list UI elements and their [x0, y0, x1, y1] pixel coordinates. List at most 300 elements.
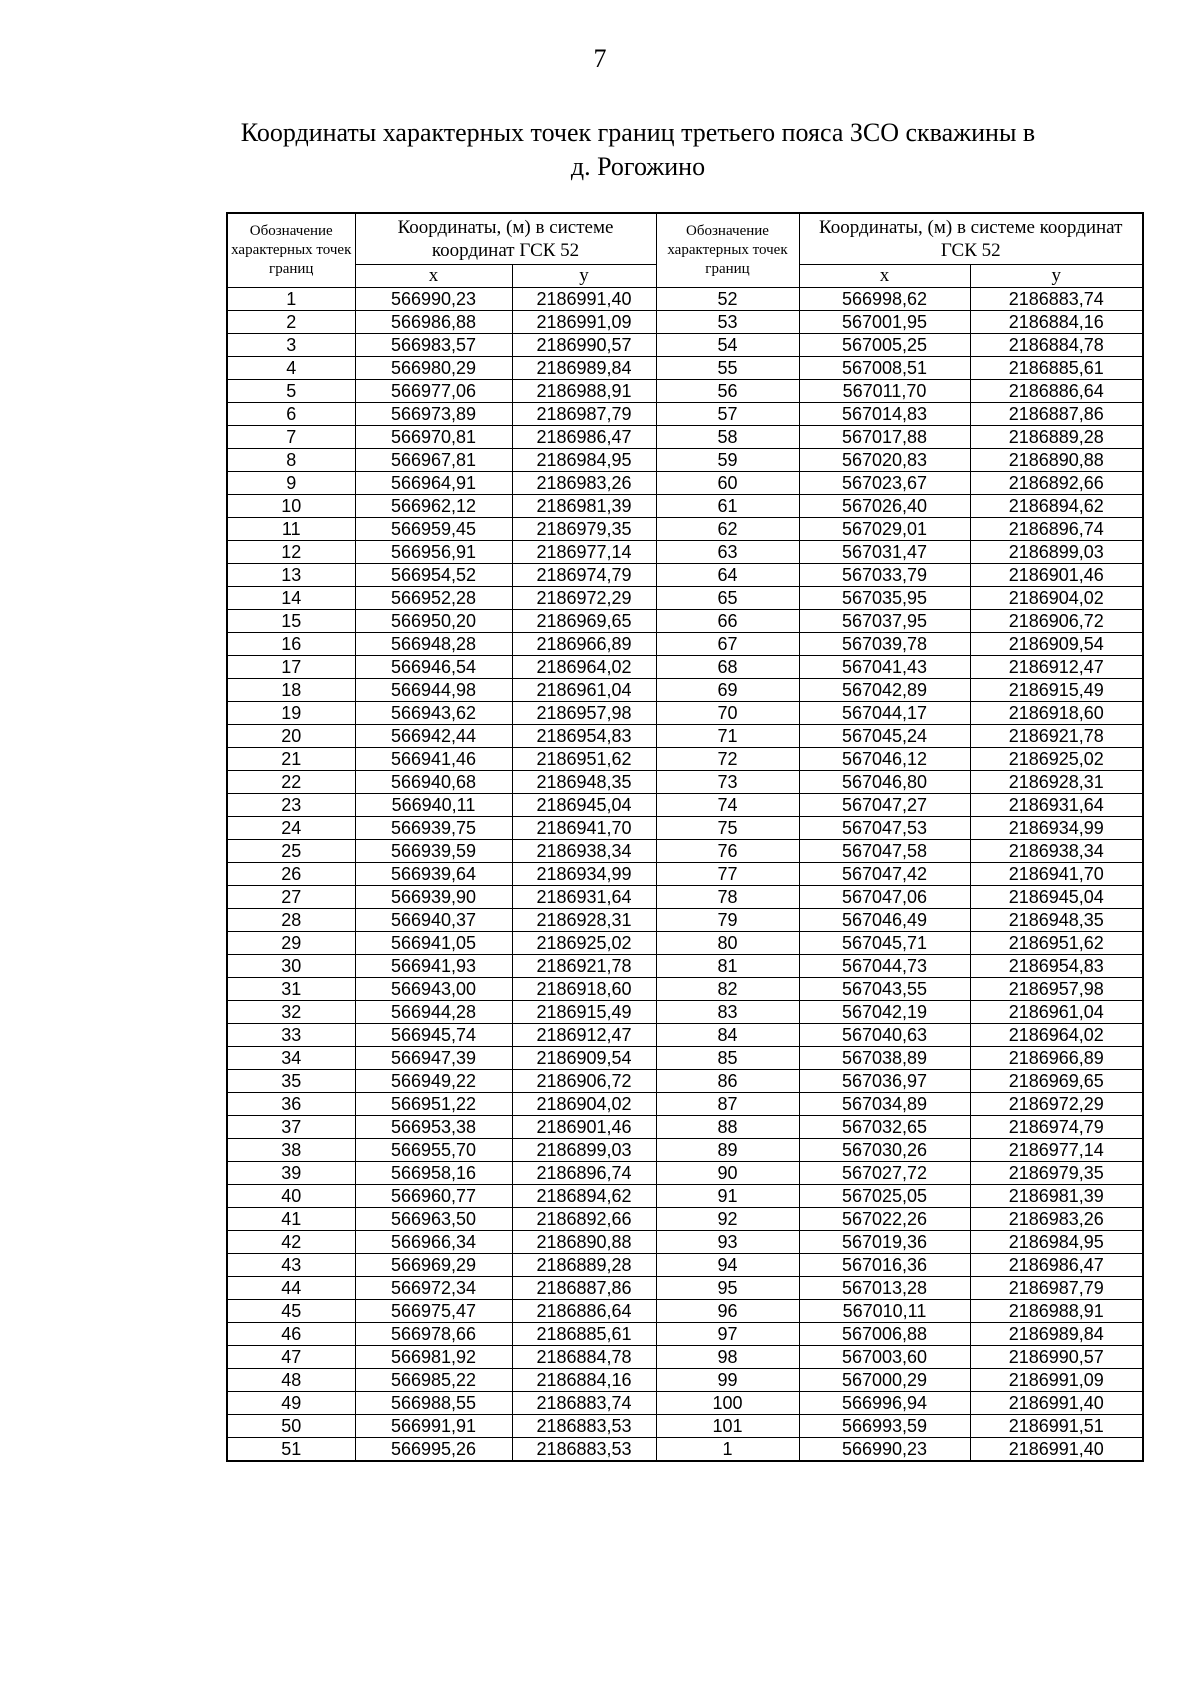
cell-x-right: 567026,40 — [799, 495, 970, 518]
cell-x-right: 566996,94 — [799, 1392, 970, 1415]
cell-point-right: 81 — [656, 955, 799, 978]
cell-y-right: 2186909,54 — [970, 633, 1143, 656]
cell-y-left: 2186945,04 — [512, 794, 656, 817]
cell-x-left: 566939,64 — [355, 863, 512, 886]
table-row — [227, 702, 1143, 725]
cell-x-left: 566995,26 — [355, 1438, 512, 1462]
cell-x-left: 566941,05 — [355, 932, 512, 955]
cell-x-left: 566951,22 — [355, 1093, 512, 1116]
cell-point-right: 53 — [656, 311, 799, 334]
cell-point-right: 68 — [656, 656, 799, 679]
cell-x-left: 566977,06 — [355, 380, 512, 403]
cell-point-left: 44 — [227, 1277, 355, 1300]
cell-y-right: 2186957,98 — [970, 978, 1143, 1001]
cell-point-left: 8 — [227, 449, 355, 472]
cell-y-right: 2186969,65 — [970, 1070, 1143, 1093]
table-row — [227, 1185, 1143, 1208]
cell-y-right: 2186883,74 — [970, 288, 1143, 311]
title-line-1: Координаты характерных точек границ третьего пояса ЗСО скважины в — [240, 118, 1036, 147]
cell-y-right: 2186885,61 — [970, 357, 1143, 380]
cell-y-right: 2186983,26 — [970, 1208, 1143, 1231]
cell-y-left: 2186918,60 — [512, 978, 656, 1001]
cell-point-left: 43 — [227, 1254, 355, 1277]
cell-y-right: 2186904,02 — [970, 587, 1143, 610]
table-row — [227, 633, 1143, 656]
cell-y-left: 2186991,40 — [512, 288, 656, 311]
cell-point-right: 83 — [656, 1001, 799, 1024]
cell-x-right: 567001,95 — [799, 311, 970, 334]
cell-x-left: 566944,28 — [355, 1001, 512, 1024]
table-row — [227, 886, 1143, 909]
cell-y-right: 2186928,31 — [970, 771, 1143, 794]
cell-y-right: 2186991,40 — [970, 1392, 1143, 1415]
cell-x-right: 566998,62 — [799, 288, 970, 311]
cell-y-right: 2186961,04 — [970, 1001, 1143, 1024]
cell-point-left: 26 — [227, 863, 355, 886]
cell-y-right: 2186934,99 — [970, 817, 1143, 840]
cell-point-left: 42 — [227, 1231, 355, 1254]
table-row — [227, 334, 1143, 357]
cell-y-right: 2186987,79 — [970, 1277, 1143, 1300]
cell-point-right: 54 — [656, 334, 799, 357]
cell-point-left: 45 — [227, 1300, 355, 1323]
table-row — [227, 679, 1143, 702]
cell-y-right: 2186991,40 — [970, 1438, 1143, 1462]
table-row — [227, 1323, 1143, 1346]
cell-x-left: 566958,16 — [355, 1162, 512, 1185]
cell-y-right: 2186906,72 — [970, 610, 1143, 633]
table-row — [227, 380, 1143, 403]
cell-y-left: 2186974,79 — [512, 564, 656, 587]
cell-y-left: 2186912,47 — [512, 1024, 656, 1047]
cell-point-left: 37 — [227, 1116, 355, 1139]
cell-y-left: 2186909,54 — [512, 1047, 656, 1070]
cell-x-left: 566940,37 — [355, 909, 512, 932]
cell-x-right: 567023,67 — [799, 472, 970, 495]
cell-x-left: 566980,29 — [355, 357, 512, 380]
cell-y-right: 2186986,47 — [970, 1254, 1143, 1277]
cell-y-right: 2186951,62 — [970, 932, 1143, 955]
cell-y-left: 2186896,74 — [512, 1162, 656, 1185]
table-row — [227, 288, 1143, 311]
cell-y-right: 2186954,83 — [970, 955, 1143, 978]
table-row — [227, 1070, 1143, 1093]
cell-point-right: 56 — [656, 380, 799, 403]
cell-y-right: 2186941,70 — [970, 863, 1143, 886]
table-row — [227, 495, 1143, 518]
cell-point-right: 97 — [656, 1323, 799, 1346]
table-row — [227, 1116, 1143, 1139]
y-header-right: y — [970, 265, 1143, 288]
table-row — [227, 840, 1143, 863]
cell-y-left: 2186954,83 — [512, 725, 656, 748]
cell-y-left: 2186969,65 — [512, 610, 656, 633]
cell-point-right: 75 — [656, 817, 799, 840]
cell-y-right: 2186918,60 — [970, 702, 1143, 725]
cell-y-left: 2186989,84 — [512, 357, 656, 380]
cell-x-right: 566993,59 — [799, 1415, 970, 1438]
cell-x-right: 567005,25 — [799, 334, 970, 357]
cell-y-right: 2186972,29 — [970, 1093, 1143, 1116]
cell-x-left: 566945,74 — [355, 1024, 512, 1047]
cell-x-right: 567039,78 — [799, 633, 970, 656]
cell-y-right: 2186931,64 — [970, 794, 1143, 817]
cell-y-right: 2186984,95 — [970, 1231, 1143, 1254]
cell-x-left: 566947,39 — [355, 1047, 512, 1070]
cell-y-right: 2186966,89 — [970, 1047, 1143, 1070]
table-row — [227, 472, 1143, 495]
table-row — [227, 1392, 1143, 1415]
cell-x-right: 567047,58 — [799, 840, 970, 863]
cell-point-left: 48 — [227, 1369, 355, 1392]
cell-point-right: 79 — [656, 909, 799, 932]
cell-point-left: 24 — [227, 817, 355, 840]
designation-header-right: Обозначение характерных точек границ — [656, 213, 799, 288]
cell-point-left: 12 — [227, 541, 355, 564]
table-row — [227, 748, 1143, 771]
cell-x-right: 567044,73 — [799, 955, 970, 978]
cell-point-left: 18 — [227, 679, 355, 702]
cell-point-left: 20 — [227, 725, 355, 748]
cell-x-left: 566966,34 — [355, 1231, 512, 1254]
cell-x-right: 567045,24 — [799, 725, 970, 748]
table-row — [227, 1162, 1143, 1185]
cell-point-left: 16 — [227, 633, 355, 656]
cell-point-left: 15 — [227, 610, 355, 633]
cell-x-left: 566950,20 — [355, 610, 512, 633]
cell-x-right: 567033,79 — [799, 564, 970, 587]
cell-y-right: 2186921,78 — [970, 725, 1143, 748]
cell-y-left: 2186984,95 — [512, 449, 656, 472]
cell-y-right: 2186991,09 — [970, 1369, 1143, 1392]
cell-y-right: 2186938,34 — [970, 840, 1143, 863]
cell-point-left: 6 — [227, 403, 355, 426]
cell-y-right: 2186925,02 — [970, 748, 1143, 771]
cell-x-left: 566985,22 — [355, 1369, 512, 1392]
table-row — [227, 932, 1143, 955]
table-row — [227, 725, 1143, 748]
table-row — [227, 1254, 1143, 1277]
cell-x-right: 566990,23 — [799, 1438, 970, 1462]
cell-y-right: 2186989,84 — [970, 1323, 1143, 1346]
cell-x-right: 567017,88 — [799, 426, 970, 449]
cell-y-left: 2186899,03 — [512, 1139, 656, 1162]
cell-x-left: 566941,93 — [355, 955, 512, 978]
cell-x-left: 566970,81 — [355, 426, 512, 449]
cell-point-right: 88 — [656, 1116, 799, 1139]
cell-point-left: 51 — [227, 1438, 355, 1462]
cell-x-left: 566942,44 — [355, 725, 512, 748]
cell-x-right: 567013,28 — [799, 1277, 970, 1300]
cell-y-left: 2186941,70 — [512, 817, 656, 840]
cell-x-left: 566949,22 — [355, 1070, 512, 1093]
cell-y-right: 2186884,16 — [970, 311, 1143, 334]
cell-x-right: 567040,63 — [799, 1024, 970, 1047]
cell-x-right: 567035,95 — [799, 587, 970, 610]
cell-x-left: 566983,57 — [355, 334, 512, 357]
cell-point-left: 22 — [227, 771, 355, 794]
cell-point-right: 74 — [656, 794, 799, 817]
cell-y-left: 2186948,35 — [512, 771, 656, 794]
cell-x-left: 566988,55 — [355, 1392, 512, 1415]
table-row — [227, 656, 1143, 679]
table-row — [227, 1093, 1143, 1116]
cell-x-left: 566973,89 — [355, 403, 512, 426]
cell-y-left: 2186951,62 — [512, 748, 656, 771]
cell-x-right: 567041,43 — [799, 656, 970, 679]
cell-y-right: 2186894,62 — [970, 495, 1143, 518]
cell-y-left: 2186883,53 — [512, 1438, 656, 1462]
cell-point-left: 5 — [227, 380, 355, 403]
cell-y-right: 2186901,46 — [970, 564, 1143, 587]
cell-y-left: 2186977,14 — [512, 541, 656, 564]
table-header-row — [227, 213, 1143, 265]
cell-point-right: 95 — [656, 1277, 799, 1300]
table-row — [227, 1231, 1143, 1254]
cell-point-left: 50 — [227, 1415, 355, 1438]
cell-y-left: 2186938,34 — [512, 840, 656, 863]
table-row — [227, 1277, 1143, 1300]
cell-x-right: 567027,72 — [799, 1162, 970, 1185]
table-row — [227, 794, 1143, 817]
cell-x-right: 567037,95 — [799, 610, 970, 633]
cell-point-right: 65 — [656, 587, 799, 610]
cell-y-left: 2186981,39 — [512, 495, 656, 518]
cell-y-left: 2186972,29 — [512, 587, 656, 610]
table-row — [227, 1001, 1143, 1024]
table-row — [227, 610, 1143, 633]
cell-x-right: 567042,89 — [799, 679, 970, 702]
table-row — [227, 771, 1143, 794]
cell-point-right: 64 — [656, 564, 799, 587]
cell-x-right: 567022,26 — [799, 1208, 970, 1231]
cell-y-left: 2186915,49 — [512, 1001, 656, 1024]
cell-point-left: 46 — [227, 1323, 355, 1346]
cell-point-left: 31 — [227, 978, 355, 1001]
cell-point-right: 1 — [656, 1438, 799, 1462]
table-row — [227, 564, 1143, 587]
cell-point-right: 87 — [656, 1093, 799, 1116]
cell-x-left: 566953,38 — [355, 1116, 512, 1139]
cell-y-right: 2186912,47 — [970, 656, 1143, 679]
cell-x-right: 567045,71 — [799, 932, 970, 955]
cell-x-right: 567036,97 — [799, 1070, 970, 1093]
table-row — [227, 1415, 1143, 1438]
designation-header-left: Обозначение характерных точек границ — [227, 213, 355, 288]
cell-x-left: 566991,91 — [355, 1415, 512, 1438]
y-header-left: y — [512, 265, 656, 288]
cell-point-right: 66 — [656, 610, 799, 633]
cell-x-left: 566962,12 — [355, 495, 512, 518]
cell-point-right: 70 — [656, 702, 799, 725]
cell-y-left: 2186979,35 — [512, 518, 656, 541]
cell-point-left: 39 — [227, 1162, 355, 1185]
cell-y-left: 2186921,78 — [512, 955, 656, 978]
cell-point-right: 76 — [656, 840, 799, 863]
cell-y-left: 2186885,61 — [512, 1323, 656, 1346]
cell-x-left: 566948,28 — [355, 633, 512, 656]
cell-x-right: 567016,36 — [799, 1254, 970, 1277]
cell-x-left: 566941,46 — [355, 748, 512, 771]
cell-y-right: 2186890,88 — [970, 449, 1143, 472]
cell-point-right: 63 — [656, 541, 799, 564]
cell-y-left: 2186931,64 — [512, 886, 656, 909]
cell-point-right: 59 — [656, 449, 799, 472]
cell-point-left: 36 — [227, 1093, 355, 1116]
cell-point-left: 28 — [227, 909, 355, 932]
cell-y-right: 2186896,74 — [970, 518, 1143, 541]
cell-y-right: 2186979,35 — [970, 1162, 1143, 1185]
table-row — [227, 817, 1143, 840]
cell-point-left: 2 — [227, 311, 355, 334]
cell-x-right: 567006,88 — [799, 1323, 970, 1346]
cell-x-left: 566939,59 — [355, 840, 512, 863]
cell-y-left: 2186961,04 — [512, 679, 656, 702]
cell-point-left: 41 — [227, 1208, 355, 1231]
cell-x-left: 566990,23 — [355, 288, 512, 311]
table-row — [227, 587, 1143, 610]
cell-point-left: 32 — [227, 1001, 355, 1024]
cell-x-left: 566944,98 — [355, 679, 512, 702]
cell-x-right: 567020,83 — [799, 449, 970, 472]
cell-x-left: 566959,45 — [355, 518, 512, 541]
table-row — [227, 1438, 1143, 1462]
cell-point-left: 38 — [227, 1139, 355, 1162]
cell-point-right: 99 — [656, 1369, 799, 1392]
cell-y-right: 2186974,79 — [970, 1116, 1143, 1139]
cell-x-right: 567014,83 — [799, 403, 970, 426]
cell-y-right: 2186977,14 — [970, 1139, 1143, 1162]
cell-y-left: 2186988,91 — [512, 380, 656, 403]
cell-x-right: 567030,26 — [799, 1139, 970, 1162]
table-row — [227, 1300, 1143, 1323]
cell-x-left: 566943,00 — [355, 978, 512, 1001]
cell-y-right: 2186988,91 — [970, 1300, 1143, 1323]
cell-point-left: 3 — [227, 334, 355, 357]
cell-x-right: 567044,17 — [799, 702, 970, 725]
cell-point-right: 52 — [656, 288, 799, 311]
cell-y-left: 2186886,64 — [512, 1300, 656, 1323]
cell-point-left: 25 — [227, 840, 355, 863]
cell-point-left: 7 — [227, 426, 355, 449]
table-row — [227, 311, 1143, 334]
x-header-right: x — [799, 265, 970, 288]
cell-point-left: 47 — [227, 1346, 355, 1369]
cell-y-left: 2186890,88 — [512, 1231, 656, 1254]
coordinates-header-right: Координаты, (м) в системе координат ГСК 52 — [799, 213, 1143, 265]
cell-point-right: 55 — [656, 357, 799, 380]
cell-y-left: 2186904,02 — [512, 1093, 656, 1116]
cell-x-left: 566956,91 — [355, 541, 512, 564]
cell-y-left: 2186991,09 — [512, 311, 656, 334]
cell-point-left: 29 — [227, 932, 355, 955]
cell-point-right: 91 — [656, 1185, 799, 1208]
table-row — [227, 518, 1143, 541]
cell-y-left: 2186966,89 — [512, 633, 656, 656]
cell-point-left: 33 — [227, 1024, 355, 1047]
cell-point-left: 10 — [227, 495, 355, 518]
page-number: 7 — [593, 44, 607, 73]
cell-x-right: 567034,89 — [799, 1093, 970, 1116]
title-line-2: д. Рогожино — [570, 152, 706, 181]
cell-point-right: 96 — [656, 1300, 799, 1323]
cell-y-left: 2186892,66 — [512, 1208, 656, 1231]
cell-point-left: 11 — [227, 518, 355, 541]
table-row — [227, 909, 1143, 932]
cell-y-left: 2186889,28 — [512, 1254, 656, 1277]
cell-y-right: 2186886,64 — [970, 380, 1143, 403]
cell-y-left: 2186990,57 — [512, 334, 656, 357]
x-header-left: x — [355, 265, 512, 288]
cell-x-left: 566940,68 — [355, 771, 512, 794]
cell-x-right: 567025,05 — [799, 1185, 970, 1208]
table-row — [227, 1208, 1143, 1231]
cell-point-left: 35 — [227, 1070, 355, 1093]
cell-point-right: 94 — [656, 1254, 799, 1277]
cell-point-right: 100 — [656, 1392, 799, 1415]
table-row — [227, 978, 1143, 1001]
cell-y-left: 2186901,46 — [512, 1116, 656, 1139]
cell-point-right: 86 — [656, 1070, 799, 1093]
cell-point-right: 72 — [656, 748, 799, 771]
cell-x-left: 566943,62 — [355, 702, 512, 725]
cell-x-right: 567010,11 — [799, 1300, 970, 1323]
cell-point-right: 93 — [656, 1231, 799, 1254]
cell-x-left: 566960,77 — [355, 1185, 512, 1208]
cell-y-right: 2186991,51 — [970, 1415, 1143, 1438]
cell-y-right: 2186981,39 — [970, 1185, 1143, 1208]
cell-point-right: 60 — [656, 472, 799, 495]
cell-y-left: 2186887,86 — [512, 1277, 656, 1300]
cell-x-left: 566975,47 — [355, 1300, 512, 1323]
cell-point-left: 23 — [227, 794, 355, 817]
cell-y-right: 2186964,02 — [970, 1024, 1143, 1047]
cell-y-right: 2186889,28 — [970, 426, 1143, 449]
cell-x-left: 566964,91 — [355, 472, 512, 495]
cell-x-left: 566939,75 — [355, 817, 512, 840]
cell-x-right: 567046,12 — [799, 748, 970, 771]
cell-x-left: 566952,28 — [355, 587, 512, 610]
cell-x-left: 566969,29 — [355, 1254, 512, 1277]
table-row — [227, 426, 1143, 449]
cell-point-right: 98 — [656, 1346, 799, 1369]
cell-x-right: 567003,60 — [799, 1346, 970, 1369]
cell-point-left: 14 — [227, 587, 355, 610]
cell-y-right: 2186915,49 — [970, 679, 1143, 702]
cell-point-right: 69 — [656, 679, 799, 702]
cell-y-left: 2186987,79 — [512, 403, 656, 426]
cell-point-right: 92 — [656, 1208, 799, 1231]
cell-y-left: 2186883,74 — [512, 1392, 656, 1415]
cell-x-right: 567029,01 — [799, 518, 970, 541]
cell-y-left: 2186928,31 — [512, 909, 656, 932]
cell-x-left: 566967,81 — [355, 449, 512, 472]
cell-y-left: 2186964,02 — [512, 656, 656, 679]
cell-point-right: 84 — [656, 1024, 799, 1047]
table-row — [227, 449, 1143, 472]
table-row — [227, 863, 1143, 886]
cell-point-left: 4 — [227, 357, 355, 380]
cell-point-left: 40 — [227, 1185, 355, 1208]
cell-x-left: 566955,70 — [355, 1139, 512, 1162]
cell-point-left: 27 — [227, 886, 355, 909]
cell-x-right: 567047,06 — [799, 886, 970, 909]
cell-point-right: 101 — [656, 1415, 799, 1438]
cell-y-left: 2186884,78 — [512, 1346, 656, 1369]
cell-y-right: 2186884,78 — [970, 334, 1143, 357]
table-body — [227, 288, 1143, 1462]
cell-x-left: 566940,11 — [355, 794, 512, 817]
